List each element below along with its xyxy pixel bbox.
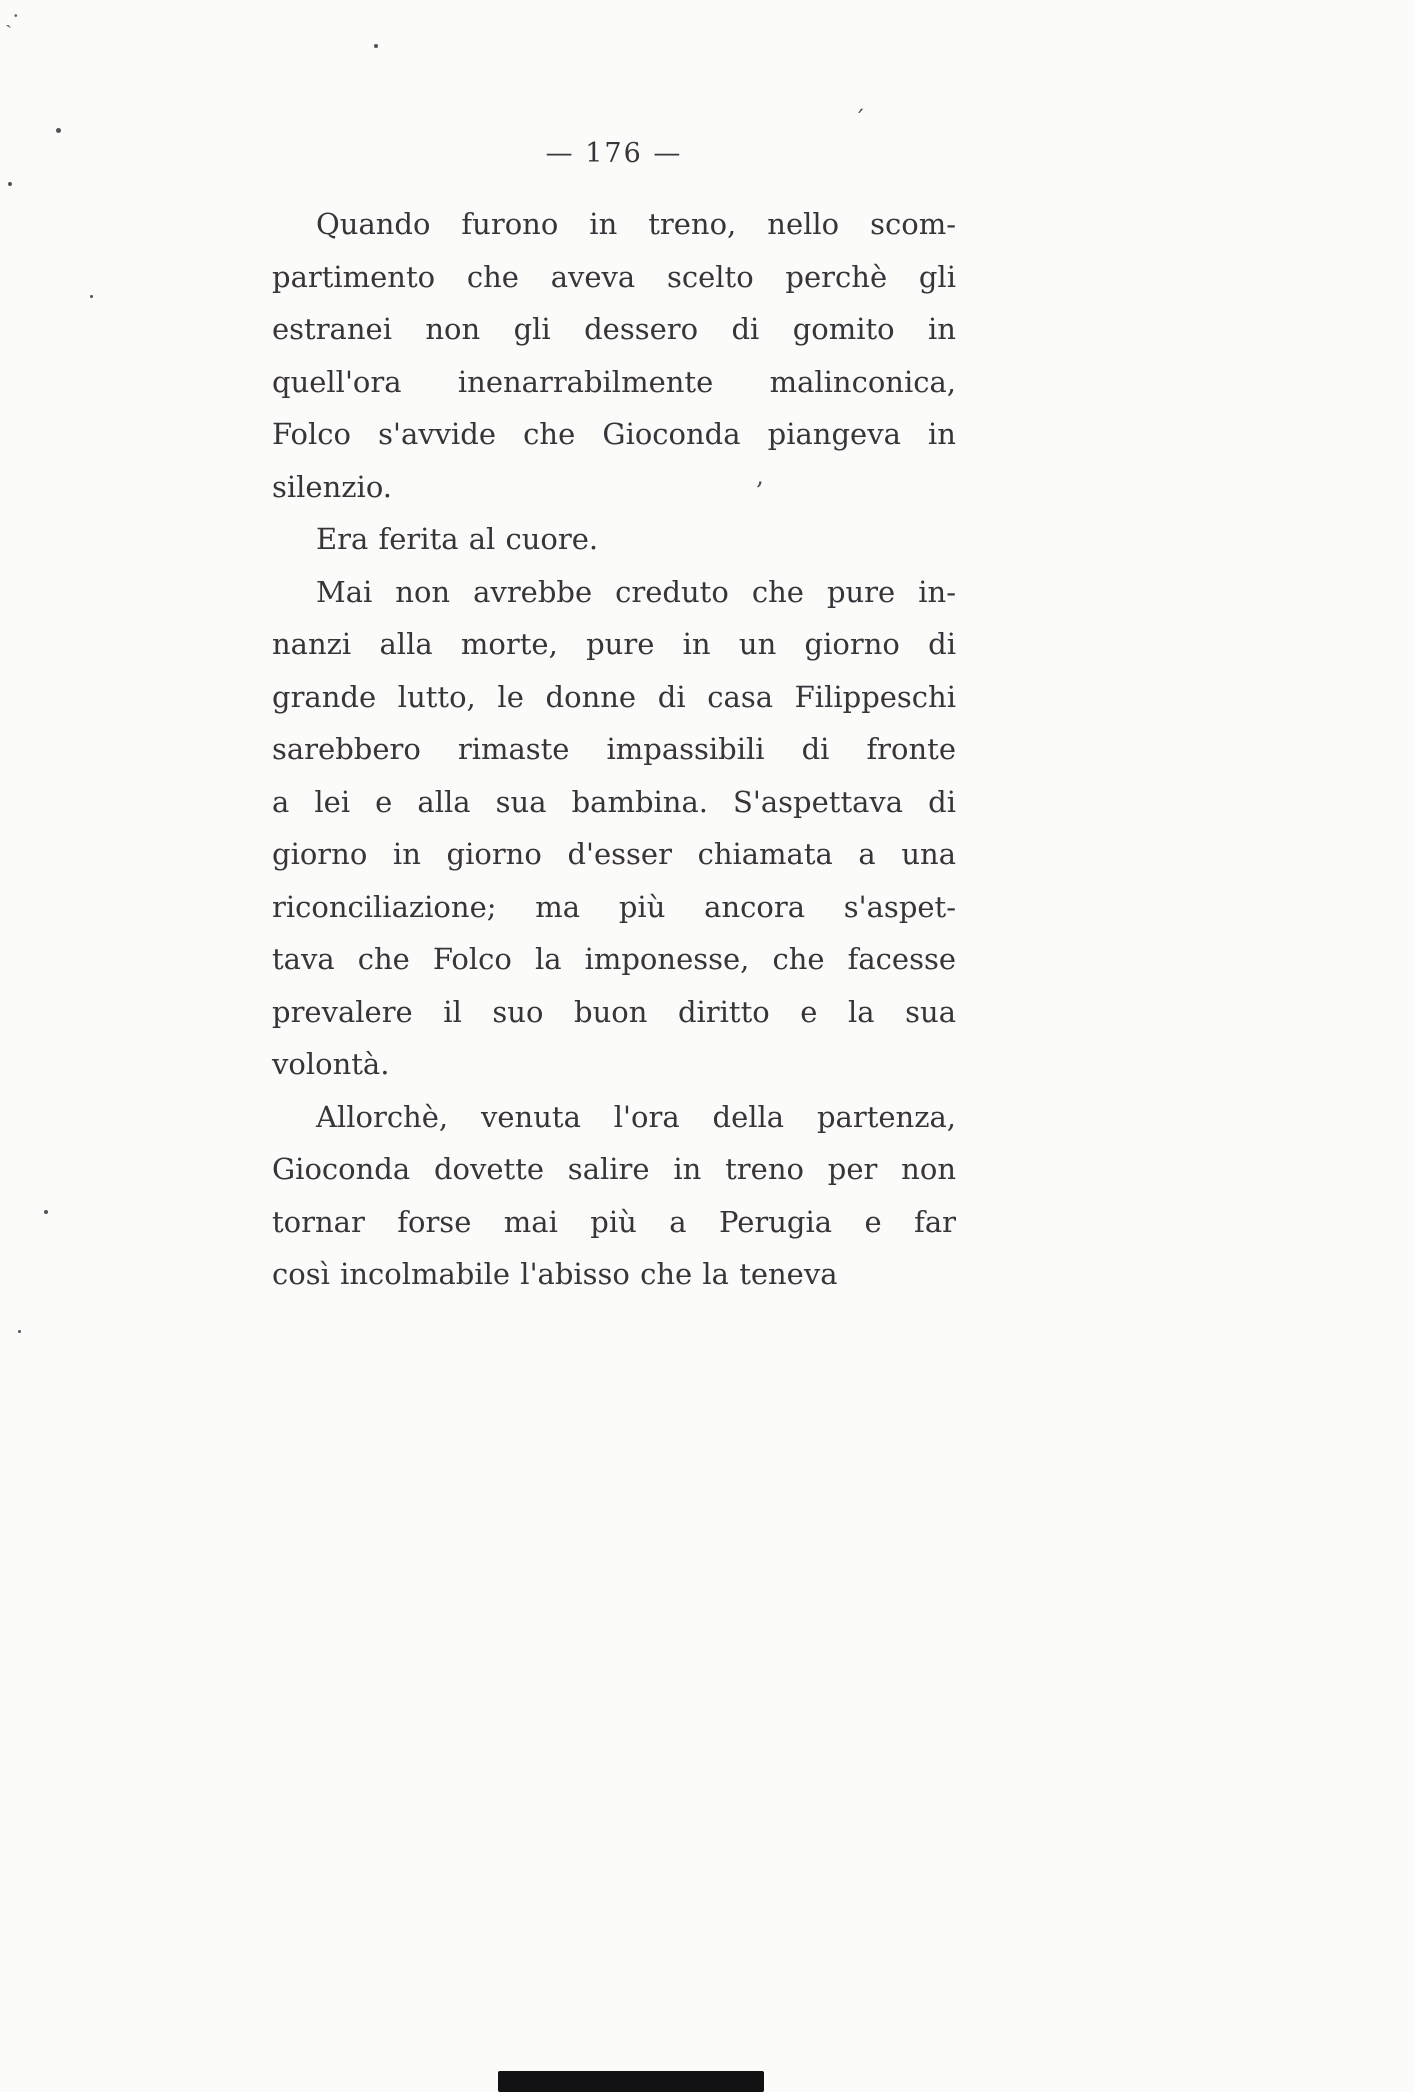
- text-line: tornar forse mai più a Perugia e far: [272, 1204, 956, 1239]
- paragraph: [272, 198, 956, 513]
- scan-artifact-dot: [8, 182, 12, 186]
- page-number: — 176 —: [545, 138, 683, 169]
- text-line: quell'ora inenarrabilmente malinconica,: [272, 364, 956, 399]
- text-line: tava che Folco la imponesse, che facesse: [272, 942, 956, 976]
- text-line: estranei non gli dessero di gomito in: [272, 312, 956, 346]
- text-line: riconciliazione; ma più ancora s'aspet-: [272, 889, 956, 924]
- text-line: Folco s'avvide che Gioconda piangeva in: [272, 417, 956, 451]
- scan-artifact-dot: [18, 1330, 21, 1333]
- text-line: giorno in giorno d'esser chiamata a una: [272, 837, 956, 871]
- scan-artifact-comma: ‚: [756, 462, 764, 490]
- text-line: silenzio.: [272, 469, 392, 504]
- text-line: nanzi alla morte, pure in un giorno di: [272, 627, 956, 661]
- text-line: partimento che aveva scelto perchè gli: [272, 259, 956, 294]
- text-line: Gioconda dovette salire in treno per non: [272, 1152, 956, 1186]
- scan-artifact-dot: [374, 44, 378, 48]
- paragraph: [272, 566, 956, 1091]
- text-line: grande lutto, le donne di casa Filippeschi: [272, 679, 956, 714]
- scan-artifact-dot: [90, 295, 93, 298]
- text-line: Era ferita al cuore.: [316, 522, 599, 556]
- scan-artifact-tick: ´: [854, 108, 865, 133]
- scan-artifact-topleft: ˏ·: [2, 2, 23, 30]
- text-line: Quando furono in treno, nello scom-: [316, 207, 956, 241]
- paragraph: [272, 513, 956, 566]
- text-line: Allorchè, venuta l'ora della partenza,: [316, 1099, 956, 1134]
- text-line: sarebbero rimaste impassibili di fronte: [272, 732, 956, 766]
- text-line: prevalere il suo buon diritto e la sua: [272, 994, 956, 1029]
- scan-artifact-dot: [56, 128, 61, 133]
- scan-artifact-bottom-bar: [498, 2071, 764, 2092]
- text-line: a lei e alla sua bambina. S'aspettava di: [272, 784, 956, 819]
- text-block: [272, 198, 956, 1301]
- scan-artifact-dot: [44, 1210, 48, 1214]
- text-line: Mai non avrebbe creduto che pure in-: [316, 574, 956, 609]
- paragraph: [272, 1091, 956, 1301]
- text-line: così incolmabile l'abisso che la teneva: [272, 1257, 838, 1291]
- text-line: volontà.: [272, 1047, 390, 1081]
